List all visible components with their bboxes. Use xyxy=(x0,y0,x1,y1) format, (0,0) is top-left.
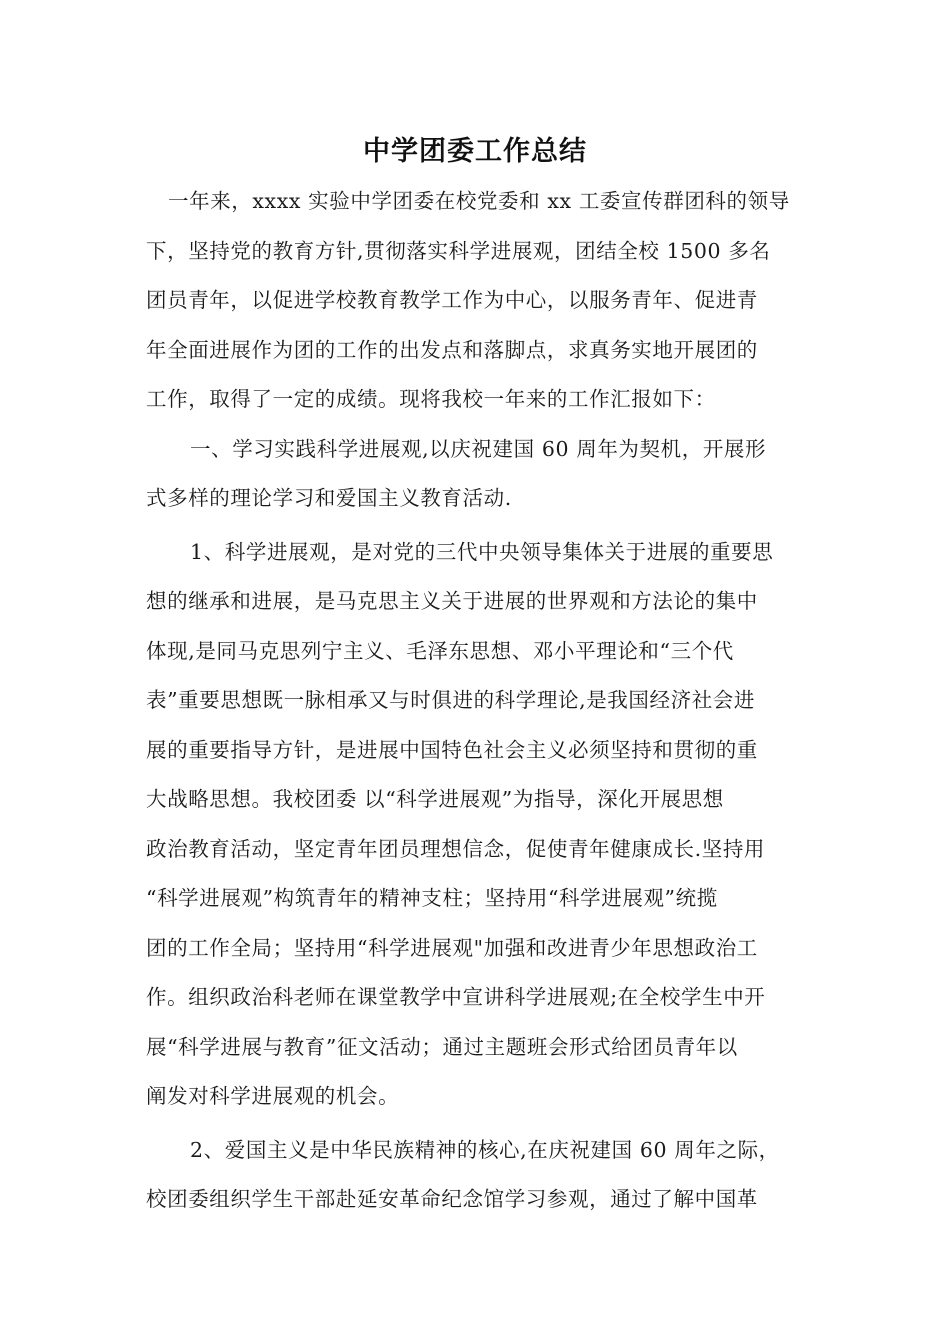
paragraph-line: 政治教育活动，坚定青年团员理想信念，促使青年健康成长.坚持用 xyxy=(146,836,766,861)
paragraph-line: 阐发对科学进展观的机会。 xyxy=(146,1084,400,1108)
paragraph-line: 一、学习实践科学进展观,以庆祝建国 60 周年为契机，开展形 xyxy=(190,436,767,461)
paragraph-line: 工作，取得了一定的成绩。现将我校一年来的工作汇报如下： xyxy=(146,387,716,411)
paragraph-line: 体现,是同马克思列宁主义、毛泽东思想、邓小平理论和“三个代 xyxy=(146,638,734,663)
document-body xyxy=(146,183,808,1231)
paragraph-line: 团员青年，以促进学校教育教学工作为中心，以服务青年、促进青 xyxy=(146,288,758,312)
paragraph-line: 想的继承和进展，是马克思主义关于进展的世界观和方法论的集中 xyxy=(146,589,758,613)
paragraph-line: 校团委组织学生干部赴延安革命纪念馆学习参观，通过了解中国革 xyxy=(146,1187,758,1211)
paragraph-line: 式多样的理论学习和爱国主义教育活动. xyxy=(146,486,512,510)
paragraph-line: 大战略思想。我校团委 以“科学进展观”为指导，深化开展思想 xyxy=(146,787,724,811)
paragraph-line: 2、爱国主义是中华民族精神的核心,在庆祝建国 60 周年之际， xyxy=(190,1137,780,1162)
paragraph-line: 展“科学进展与教育”征文活动；通过主题班会形式给团员青年以 xyxy=(146,1034,738,1059)
paragraph-line: 作。组织政治科老师在课堂教学中宣讲科学进展观;在全校学生中开 xyxy=(146,985,766,1009)
paragraph-line: 年全面进展作为团的工作的出发点和落脚点，求真务实地开展团的 xyxy=(146,337,758,362)
paragraph-line: 团的工作全局；坚持用“科学进展观"加强和改进青少年思想政治工 xyxy=(146,935,758,960)
paragraph-line: 一年来，xxxx 实验中学团委在校党委和 xx 工委宣传群团科的领导 xyxy=(168,189,790,213)
paragraph-line: 下，坚持党的教育方针,贯彻落实科学进展观，团结全校 1500 多名 xyxy=(146,238,771,263)
paragraph-line: “科学进展观”构筑青年的精神支柱；坚持用“科学进展观”统揽 xyxy=(146,886,718,910)
page-title: 中学团委工作总结 xyxy=(363,136,587,167)
paragraph-line: 1、科学进展观，是对党的三代中央领导集体关于进展的重要思 xyxy=(190,539,774,564)
paragraph-line: 展的重要指导方针，是进展中国特色社会主义必须坚持和贯彻的重 xyxy=(146,737,758,762)
paragraph-line: 表”重要思想既一脉相承又与时俱进的科学理论,是我国经济社会进 xyxy=(146,688,755,712)
